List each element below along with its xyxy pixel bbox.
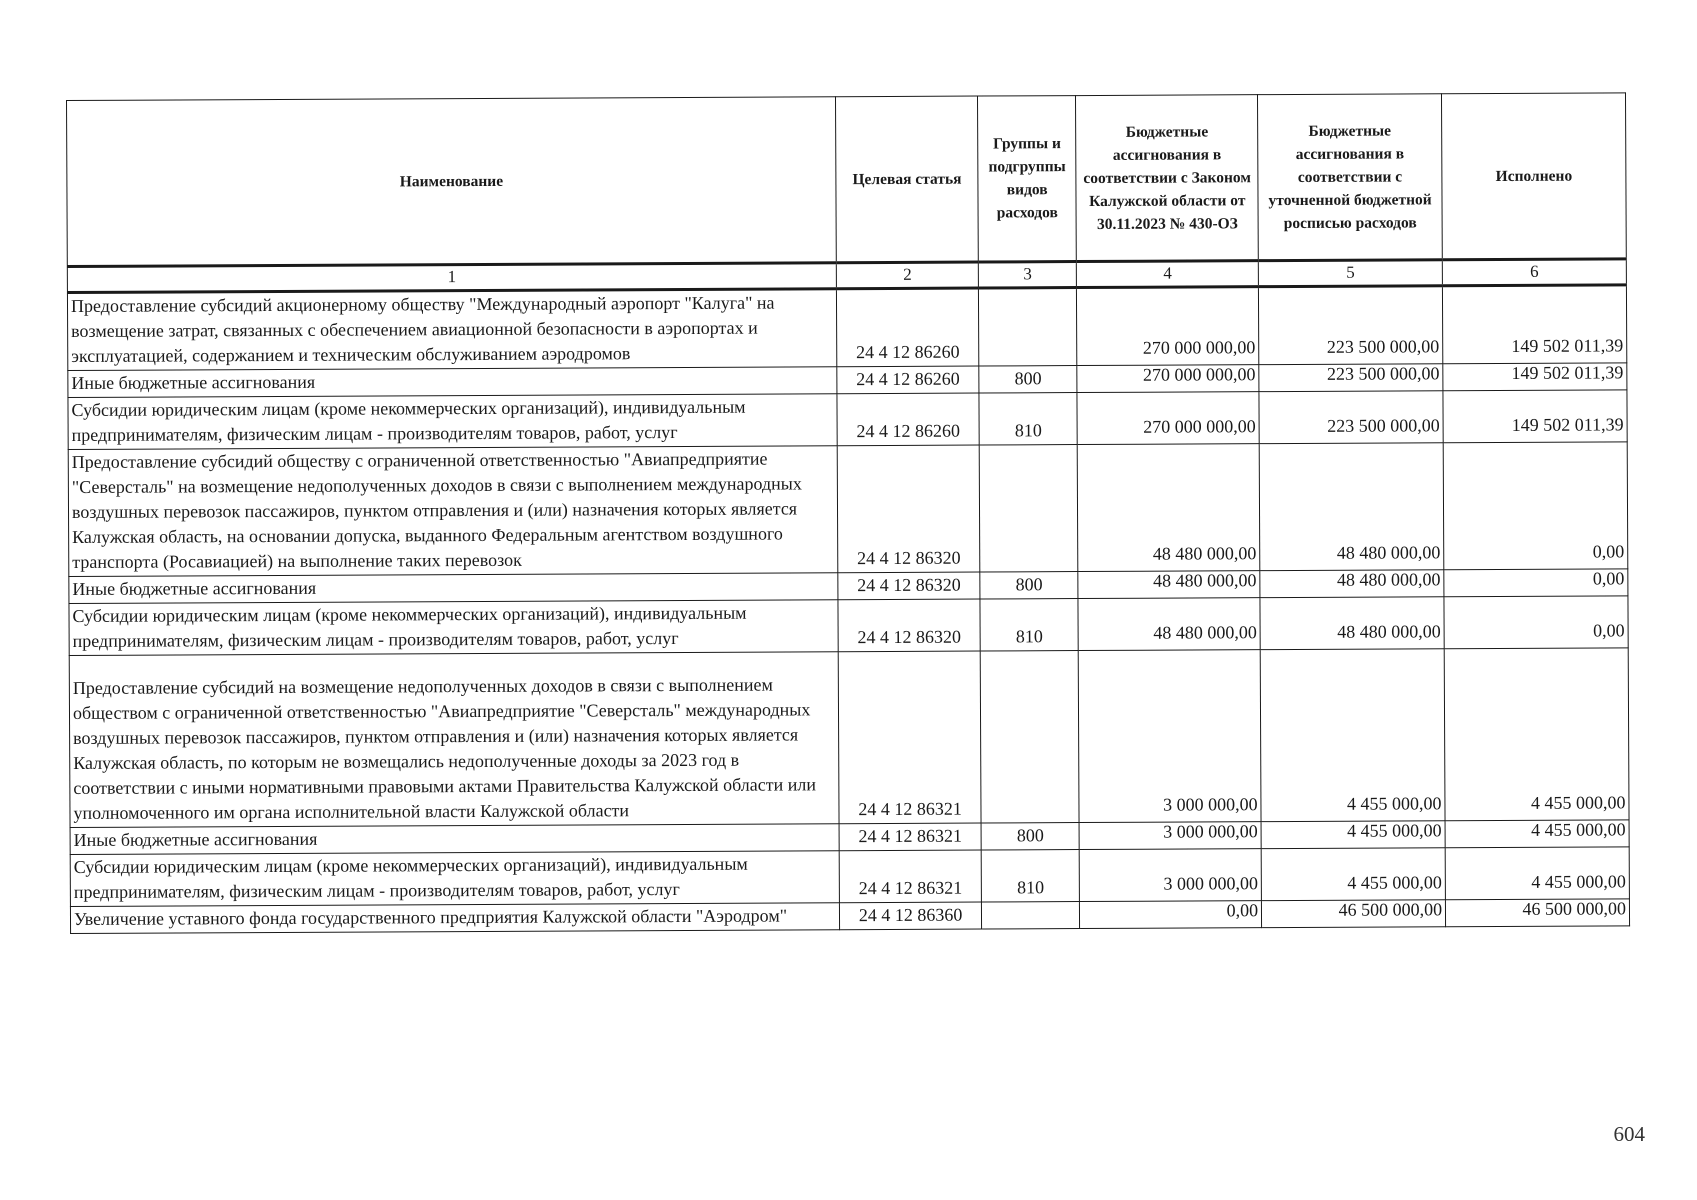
column-number: 2: [836, 262, 978, 289]
refined-amount-value: 48 480 000,00: [1336, 569, 1441, 590]
row-executed-amount: [1445, 820, 1629, 848]
row-law-amount: [1078, 571, 1260, 599]
header-law-allocations: Бюджетные ассигнования в соответствии с Законом Калужской области от 30.11.2023 № 430-ОЗ: [1076, 95, 1259, 262]
row-name: Субсидии юридическим лицам (кроме некоммерческих организаций), индивидуальным предпринимателям, физическим лицам - производителям товаров, работ, услуг: [68, 394, 837, 450]
row-expense-group: 810: [979, 393, 1077, 445]
refined-amount-value: 48 480 000,00: [1337, 621, 1441, 642]
row-target-article: 24 4 12 86321: [839, 823, 981, 851]
row-expense-group: [979, 288, 1078, 366]
row-name: Иные бюджетные ассигнования: [69, 573, 838, 604]
executed-amount-value: 149 502 011,39: [1511, 335, 1624, 356]
row-expense-group: 800: [980, 572, 1078, 599]
row-law-amount: [1080, 901, 1262, 929]
row-refined-amount: [1261, 821, 1445, 849]
refined-amount-value: 223 500 000,00: [1326, 336, 1440, 357]
row-law-amount: [1080, 849, 1262, 902]
row-name: Иные бюджетные ассигнования: [68, 367, 837, 398]
executed-amount-value: 0,00: [1592, 568, 1625, 589]
column-number: 6: [1442, 259, 1626, 286]
refined-amount-value: 4 455 000,00: [1346, 793, 1442, 814]
law-amount-value: 48 480 000,00: [1152, 543, 1257, 564]
row-target-article: 24 4 12 86321: [839, 850, 981, 903]
row-expense-group: 800: [979, 366, 1077, 393]
row-refined-amount: [1259, 443, 1444, 571]
row-refined-amount: [1259, 286, 1443, 365]
executed-amount-value: 0,00: [1592, 541, 1625, 562]
row-law-amount: [1077, 287, 1259, 366]
header-refined-allocations: Бюджетные ассигнования в соответствии с уточненной бюджетной росписью расходов: [1258, 94, 1443, 261]
row-law-amount: [1079, 822, 1261, 850]
row-target-article: 24 4 12 86320: [838, 599, 980, 652]
row-refined-amount: [1260, 570, 1444, 598]
executed-amount-value: 0,00: [1593, 620, 1625, 641]
row-refined-amount: [1261, 848, 1445, 901]
row-refined-amount: [1260, 649, 1445, 822]
row-law-amount: [1077, 365, 1259, 393]
law-amount-value: 0,00: [1226, 900, 1259, 921]
law-amount-value: 3 000 000,00: [1163, 821, 1258, 842]
row-expense-group: [982, 902, 1080, 929]
refined-amount-value: 223 500 000,00: [1326, 363, 1440, 384]
table-row: [69, 596, 1628, 656]
executed-amount-value: 149 502 011,39: [1511, 414, 1624, 435]
law-amount-value: 270 000 000,00: [1142, 337, 1256, 358]
refined-amount-value: 48 480 000,00: [1336, 542, 1441, 563]
row-law-amount: [1077, 392, 1259, 445]
row-expense-group: [980, 651, 1079, 823]
row-refined-amount: [1260, 597, 1444, 650]
table-row: [68, 390, 1627, 450]
row-executed-amount: [1444, 569, 1628, 597]
row-name: [69, 652, 839, 828]
row-law-amount: [1078, 598, 1260, 651]
row-target-article: 24 4 12 86260: [837, 393, 979, 446]
table-row: [68, 442, 1628, 577]
law-amount-value: 3 000 000,00: [1163, 873, 1259, 894]
executed-amount-value: 4 455 000,00: [1530, 792, 1626, 813]
row-top-spacing: [73, 652, 835, 676]
row-name-text: Предоставление субсидий на возмещение недополученных доходов в связи с выполнением обществом с ограниченной ответственностью "Авиапредприятие "Северсталь" международных воздушных перевозок пассажиров, пунктом отправления и (или) назначения которых является Калужская область, по которым не возмещались недополученные доходы за 2023 год в соответствии с иными нормативными правовыми актами Правительства Калужской области или уполномоченного им органа исполнительной власти Калужской области: [72, 674, 817, 823]
row-executed-amount: [1445, 899, 1629, 927]
law-amount-value: 270 000 000,00: [1142, 364, 1256, 385]
law-amount-value: 270 000 000,00: [1143, 416, 1256, 437]
row-refined-amount: [1259, 391, 1443, 444]
refined-amount-value: 46 500 000,00: [1338, 899, 1443, 920]
header-expense-groups: Группы и подгруппы видов расходов: [978, 96, 1077, 262]
row-name: Предоставление субсидий обществу с ограниченной ответственностью "Авиапредприятие "Северсталь" на возмещение недополученных доходов в связи с выполнением международных воздушных перевозок пассажиров, пунктом отправления и (или) назначения которых является Калужская область, на основании допуска, выданного Федеральным агентством воздушного транспорта (Росавиацией) на выполнение таких перевозок: [68, 446, 838, 577]
column-number: 5: [1258, 260, 1442, 287]
row-executed-amount: [1445, 847, 1629, 900]
row-expense-group: [979, 445, 1078, 572]
law-amount-value: 48 480 000,00: [1153, 622, 1257, 643]
table-row: [69, 648, 1629, 828]
refined-amount-value: 4 455 000,00: [1347, 872, 1442, 893]
law-amount-value: 48 480 000,00: [1152, 570, 1257, 591]
row-executed-amount: [1443, 363, 1627, 391]
row-law-amount: [1079, 650, 1262, 823]
law-amount-value: 3 000 000,00: [1163, 794, 1258, 815]
refined-amount-value: 4 455 000,00: [1347, 820, 1442, 841]
executed-amount-value: 4 455 000,00: [1531, 871, 1626, 892]
budget-table: [66, 92, 1630, 934]
row-name: Иные бюджетные ассигнования: [70, 824, 839, 855]
row-refined-amount: [1262, 900, 1446, 928]
row-expense-group: 810: [980, 599, 1078, 651]
row-executed-amount: [1443, 442, 1628, 570]
row-target-article: 24 4 12 86321: [838, 651, 981, 824]
row-name: Увеличение уставного фонда государственного предприятия Калужской области "Аэродром": [70, 903, 839, 934]
row-target-article: 24 4 12 86320: [838, 572, 980, 600]
column-number: 4: [1077, 261, 1259, 288]
executed-amount-value: 149 502 011,39: [1511, 362, 1624, 383]
row-expense-group: 810: [981, 850, 1079, 902]
column-number: 3: [978, 262, 1076, 288]
row-name: Субсидии юридическим лицам (кроме некоммерческих организаций), индивидуальным предпринимателям, физическим лицам - производителям товаров, работ, услуг: [70, 851, 839, 907]
row-executed-amount: [1443, 390, 1627, 443]
row-target-article: 24 4 12 86260: [836, 288, 978, 367]
row-executed-amount: [1442, 285, 1626, 364]
header-name: Наименование: [67, 97, 837, 267]
row-executed-amount: [1444, 648, 1629, 821]
header-row: [67, 93, 1627, 267]
row-law-amount: [1078, 444, 1260, 572]
table-row: [70, 847, 1629, 907]
row-name: Субсидии юридическим лицам (кроме некоммерческих организаций), индивидуальным предпринимателям, физическим лицам - производителям товаров, работ, услуг: [69, 600, 838, 656]
refined-amount-value: 223 500 000,00: [1327, 415, 1440, 436]
row-refined-amount: [1259, 364, 1443, 392]
row-target-article: 24 4 12 86260: [837, 366, 979, 394]
executed-amount-value: 46 500 000,00: [1522, 898, 1627, 919]
row-name: Предоставление субсидий акционерному обществу "Международный аэропорт "Калуга" на возмещение затрат, связанных с обеспечением авиационной безопасности в аэропортах и эксплуатацией, содержанием и техническим обслуживанием аэродромов: [67, 289, 836, 371]
header-target-article: Целевая статья: [836, 96, 979, 263]
row-expense-group: 800: [981, 823, 1079, 850]
column-number: 1: [67, 263, 836, 293]
header-executed: Исполнено: [1442, 93, 1627, 260]
page-number: 604: [1613, 1122, 1645, 1146]
table-row: [67, 285, 1626, 371]
row-executed-amount: [1444, 596, 1628, 649]
executed-amount-value: 4 455 000,00: [1531, 819, 1626, 840]
row-target-article: 24 4 12 86360: [839, 902, 981, 930]
row-target-article: 24 4 12 86320: [837, 445, 980, 573]
